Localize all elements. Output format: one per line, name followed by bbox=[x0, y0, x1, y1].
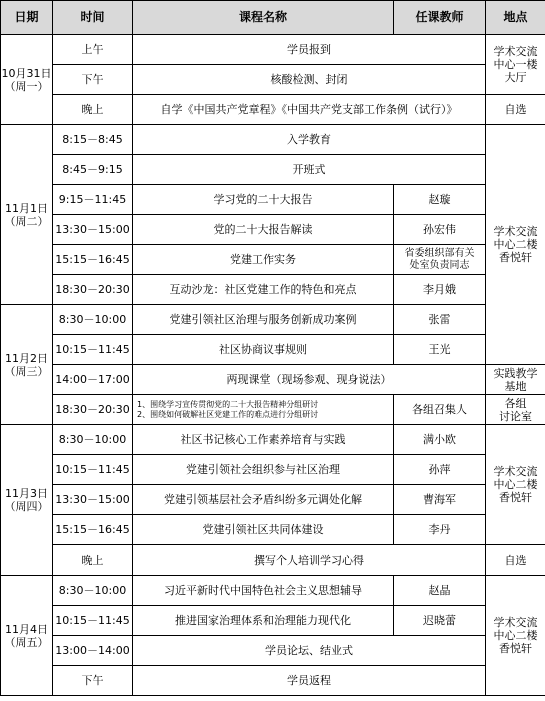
location-cell bbox=[486, 576, 545, 696]
date-label: 11月2日 bbox=[5, 351, 48, 365]
time-cell: 晚上 bbox=[53, 545, 133, 576]
time-cell: 9:15－11:45 bbox=[53, 185, 133, 215]
location-cell bbox=[486, 125, 545, 365]
course-cell bbox=[133, 395, 394, 425]
location-line: 中心二楼 bbox=[493, 478, 538, 491]
location-line: 香悦轩 bbox=[499, 491, 532, 504]
location-line: 中心二楼 bbox=[493, 238, 538, 251]
location-line: 学术交流 bbox=[493, 225, 538, 238]
course-cell: 学习党的二十大报告 bbox=[133, 185, 394, 215]
course-cell: 学员报到 bbox=[133, 35, 486, 65]
table-row bbox=[1, 455, 545, 485]
location-line: 各组 bbox=[504, 396, 527, 410]
course-cell: 推进国家治理体系和治理能力现代化 bbox=[133, 606, 394, 636]
table-row bbox=[1, 125, 545, 155]
teacher-cell: 李月娥 bbox=[394, 275, 486, 305]
header-date: 日期 bbox=[1, 1, 53, 35]
time-cell: 13:00－14:00 bbox=[53, 636, 133, 666]
table-row bbox=[1, 335, 545, 365]
course-cell: 党的二十大报告解读 bbox=[133, 215, 394, 245]
location-line: 基地 bbox=[504, 379, 527, 393]
course-cell: 党建工作实务 bbox=[133, 245, 394, 275]
location-line: 学术交流 bbox=[493, 616, 538, 629]
table-row bbox=[1, 425, 545, 455]
course-cell: 党建引领基层社会矛盾纠纷多元调处化解 bbox=[133, 485, 394, 515]
course-cell: 开班式 bbox=[133, 155, 486, 185]
time-cell: 晚上 bbox=[53, 95, 133, 125]
table-row bbox=[1, 155, 545, 185]
header-location: 地点 bbox=[486, 1, 545, 35]
table-row bbox=[1, 666, 545, 696]
location-cell: 自选 bbox=[486, 545, 545, 576]
course-cell: 入学教育 bbox=[133, 125, 486, 155]
discussion-topic: 2、围绕如何破解社区党建工作的难点进行分组研讨 bbox=[137, 409, 319, 419]
table-row bbox=[1, 65, 545, 95]
location-cell bbox=[486, 425, 545, 545]
location-line: 学术交流 bbox=[493, 45, 538, 58]
table-row bbox=[1, 606, 545, 636]
time-cell: 14:00－17:00 bbox=[53, 365, 133, 395]
location-line: 中心一楼 bbox=[493, 58, 538, 71]
course-cell: 两现课堂（现场参观、现身说法） bbox=[133, 365, 486, 395]
time-cell: 18:30－20:30 bbox=[53, 275, 133, 305]
teacher-cell: 曹海军 bbox=[394, 485, 486, 515]
course-cell: 党建引领社区共同体建设 bbox=[133, 515, 394, 545]
time-cell: 8:30－10:00 bbox=[53, 305, 133, 335]
table-row bbox=[1, 395, 545, 425]
location-cell bbox=[486, 365, 545, 395]
location-line: 香悦轩 bbox=[499, 642, 532, 655]
table-row bbox=[1, 545, 545, 576]
teacher-cell: 李丹 bbox=[394, 515, 486, 545]
date-cell bbox=[1, 35, 53, 125]
teacher-cell: 赵晶 bbox=[394, 576, 486, 606]
teacher-cell: 迟晓蕾 bbox=[394, 606, 486, 636]
teacher-cell: 孙宏伟 bbox=[394, 215, 486, 245]
date-cell bbox=[1, 576, 53, 696]
discussion-topic: 1、围绕学习宣传贯彻党的二十大报告精神分组研讨 bbox=[137, 399, 319, 409]
location-line: 大厅 bbox=[504, 71, 527, 84]
date-cell bbox=[1, 425, 53, 576]
table-row bbox=[1, 185, 545, 215]
location-cell: 自选 bbox=[486, 95, 545, 125]
location-cell bbox=[486, 395, 545, 425]
weekday-label: （周五） bbox=[4, 635, 49, 649]
course-cell: 学员返程 bbox=[133, 666, 486, 696]
table-row bbox=[1, 485, 545, 515]
weekday-label: （周二） bbox=[4, 214, 49, 228]
time-cell: 8:45－9:15 bbox=[53, 155, 133, 185]
course-cell: 学员论坛、结业式 bbox=[133, 636, 486, 666]
location-line: 讨论室 bbox=[499, 409, 532, 423]
location-cell bbox=[486, 35, 545, 95]
table-row bbox=[1, 365, 545, 395]
table-row bbox=[1, 636, 545, 666]
weekday-label: （周三） bbox=[4, 364, 49, 378]
header-time: 时间 bbox=[53, 1, 133, 35]
location-line: 学术交流 bbox=[493, 465, 538, 478]
time-cell: 8:15－8:45 bbox=[53, 125, 133, 155]
header-teacher: 任课教师 bbox=[394, 1, 486, 35]
course-cell: 自学《中国共产党章程》《中国共产党支部工作条例（试行）》 bbox=[133, 95, 486, 125]
course-cell: 社区书记核心工作素养培育与实践 bbox=[133, 425, 394, 455]
date-cell bbox=[1, 125, 53, 305]
date-cell bbox=[1, 305, 53, 425]
table-row bbox=[1, 576, 545, 606]
location-line: 香悦轩 bbox=[499, 251, 532, 264]
time-cell: 10:15－11:45 bbox=[53, 455, 133, 485]
time-cell: 10:15－11:45 bbox=[53, 606, 133, 636]
course-cell: 党建引领社区治理与服务创新成功案例 bbox=[133, 305, 394, 335]
location-line: 中心二楼 bbox=[493, 629, 538, 642]
time-cell: 下午 bbox=[53, 65, 133, 95]
teacher-cell: 张雷 bbox=[394, 305, 486, 335]
teacher-line: 处室负责同志 bbox=[409, 259, 470, 271]
time-cell: 上午 bbox=[53, 35, 133, 65]
date-label: 11月3日 bbox=[5, 487, 48, 500]
location-line: 实践教学 bbox=[493, 366, 538, 380]
time-cell: 13:30－15:00 bbox=[53, 485, 133, 515]
time-cell: 下午 bbox=[53, 666, 133, 696]
course-cell: 习近平新时代中国特色社会主义思想辅导 bbox=[133, 576, 394, 606]
teacher-cell: 王光 bbox=[394, 335, 486, 365]
weekday-label: （周四） bbox=[4, 500, 49, 513]
course-cell: 撰写个人培训学习心得 bbox=[133, 545, 486, 576]
table-row bbox=[1, 245, 545, 275]
date-label: 11月1日 bbox=[5, 201, 48, 215]
table-row bbox=[1, 35, 545, 65]
table-row bbox=[1, 95, 545, 125]
teacher-cell: 孙萍 bbox=[394, 455, 486, 485]
teacher-cell: 赵璇 bbox=[394, 185, 486, 215]
table-row bbox=[1, 275, 545, 305]
weekday-label: （周一） bbox=[4, 79, 49, 93]
table-row bbox=[1, 305, 545, 335]
course-cell: 互动沙龙：社区党建工作的特色和亮点 bbox=[133, 275, 394, 305]
time-cell: 15:15－16:45 bbox=[53, 245, 133, 275]
teacher-cell: 各组召集人 bbox=[394, 395, 486, 425]
header-course: 课程名称 bbox=[133, 1, 394, 35]
date-label: 10月31日 bbox=[1, 66, 52, 80]
table-row bbox=[1, 515, 545, 545]
date-label: 11月4日 bbox=[5, 622, 48, 636]
course-cell: 社区协商议事规则 bbox=[133, 335, 394, 365]
table-row bbox=[1, 215, 545, 245]
teacher-cell bbox=[394, 245, 486, 275]
course-cell: 核酸检测、封闭 bbox=[133, 65, 486, 95]
time-cell: 8:30－10:00 bbox=[53, 425, 133, 455]
teacher-cell: 满小欧 bbox=[394, 425, 486, 455]
teacher-line: 省委组织部有关 bbox=[404, 247, 475, 259]
header-row bbox=[1, 1, 545, 35]
course-cell: 党建引领社会组织参与社区治理 bbox=[133, 455, 394, 485]
time-cell: 15:15－16:45 bbox=[53, 515, 133, 545]
time-cell: 10:15－11:45 bbox=[53, 335, 133, 365]
time-cell: 18:30－20:30 bbox=[53, 395, 133, 425]
time-cell: 8:30－10:00 bbox=[53, 576, 133, 606]
time-cell: 13:30－15:00 bbox=[53, 215, 133, 245]
